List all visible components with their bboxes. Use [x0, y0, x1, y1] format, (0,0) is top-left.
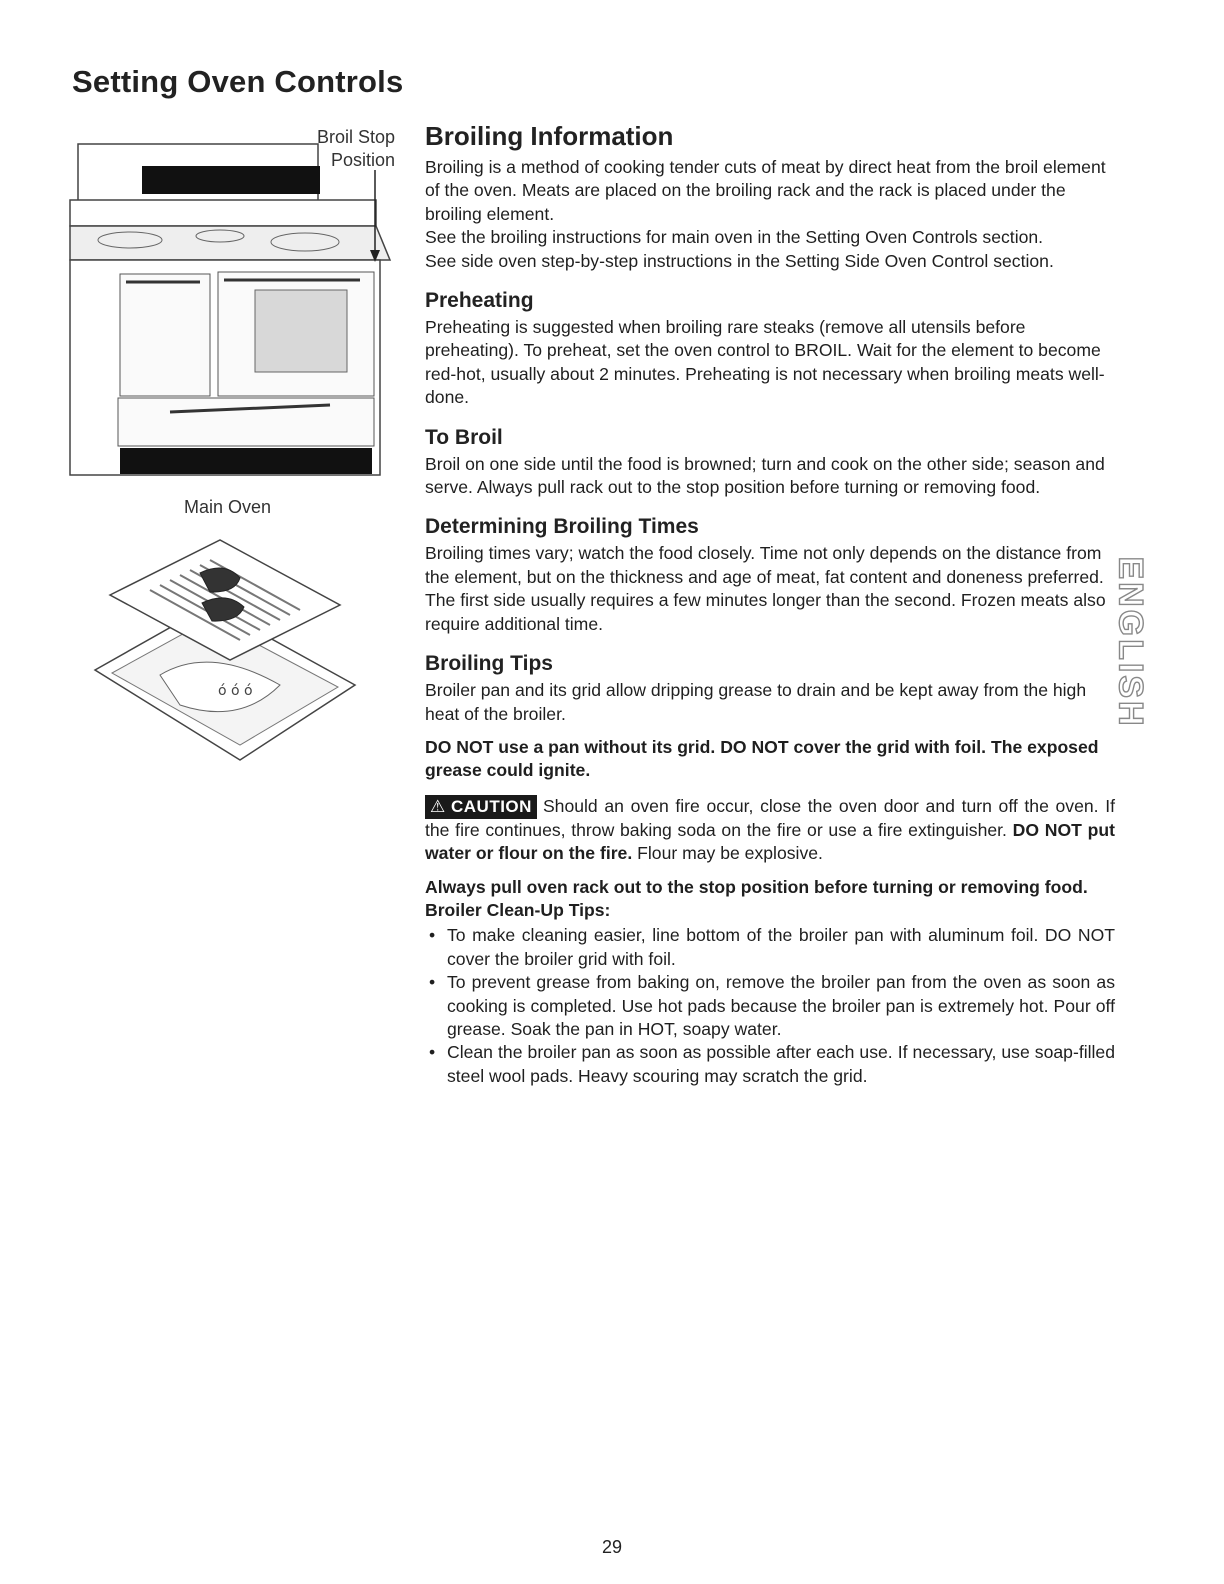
foil-warning: DO NOT use a pan without its grid. DO NOT cover the grid with foil. The exposed grease could ignite. — [425, 736, 1099, 781]
main-content — [425, 120, 1115, 1088]
broil-stop-label: Broil Stop Position — [316, 127, 395, 170]
caution-tail: Flour may be explosive. — [637, 843, 823, 864]
preheating-heading: Preheating — [425, 289, 534, 313]
paragraph: See side oven step-by-step instructions in the Setting Side Oven Control section. — [425, 250, 1054, 271]
paragraph: See the broiling instructions for main oven in the Setting Oven Controls section. — [425, 227, 1044, 248]
language-label: ENGLISH — [1111, 555, 1150, 729]
warning-triangle-icon: ⚠ — [430, 796, 446, 816]
list-item: • Clean the broiler pan as soon as possible after each use. If necessary, use soap-filled steel wool pads. Heavy scouring may scratch the grid. — [425, 1041, 1115, 1088]
caution-paragraph — [425, 795, 1115, 866]
caution-badge-label: CAUTION — [450, 796, 532, 816]
oven-illustration — [60, 122, 400, 502]
caution-badge — [425, 795, 537, 819]
cleanup-list — [425, 924, 1115, 1088]
list-item: • To prevent grease from baking on, remove the broiler pan from the oven as soon as cooking is completed. Use hot pads because the broiler pan is extremely hot. Pour off grease. Soak the pan in HOT, soapy water. — [425, 971, 1115, 1041]
caution-bold: DO NOT put water or flour on the fire. — [425, 819, 1115, 864]
broiler-pan-illustration — [90, 535, 360, 775]
list-item: • To make cleaning easier, line bottom of the broiler pan with aluminum foil. DO NOT cover the broiler grid with foil. — [425, 924, 1115, 971]
rack-warning: Always pull oven rack out to the stop position before turning or removing food. — [425, 876, 1088, 897]
broiling-tips-heading: Broiling Tips — [425, 652, 553, 676]
determining-times-heading: Determining Broiling Times — [425, 515, 699, 539]
paragraph: Broiling is a method of cooking tender cuts of meat by direct heat from the broil element of the oven. Meats are placed on the broiling rack and the rack is placed under the broiling element. — [425, 157, 1106, 224]
preheating-text: Preheating is suggested when broiling rare steaks (remove all utensils before preheating). To preheat, set the oven control to BROIL. Wait for the element to become red-hot, usually about 2 minutes. Preheating is not necessary when broiling meats well-done. — [425, 317, 1105, 408]
broiling-tips-text: Broiler pan and its grid allow dripping grease to drain and be kept away from the high heat of the broiler. — [425, 680, 1087, 724]
language-side-tab — [1100, 555, 1160, 729]
determining-times-text: Broiling times vary; watch the food closely. Time not only depends on the distance from the element, but on the thickness and age of meat, fat content and doneness preferred. The first side usually requires a few minutes longer than the second. Frozen meats also require additional time. — [425, 543, 1106, 634]
page-number: 29 — [601, 1537, 623, 1557]
to-broil-text: Broil on one side until the food is browned; turn and cook on the other side; season and serve. Always pull rack out to the stop position before turning or removing food. — [425, 453, 1105, 498]
page-title: Setting Oven Controls — [72, 64, 404, 99]
main-oven-label: Main Oven — [184, 497, 272, 517]
svg-text:ó ó ó: ó ó ó — [218, 683, 253, 699]
broiling-information-heading: Broiling Information — [425, 121, 674, 151]
caution-text: Should an oven fire occur, close the oven door and turn off the oven. If the fire continues, throw baking soda on the fire or use a fire extinguisher. — [425, 795, 1115, 840]
cleanup-heading: Broiler Clean-Up Tips: — [425, 899, 611, 920]
to-broil-heading: To Broil — [425, 425, 503, 449]
